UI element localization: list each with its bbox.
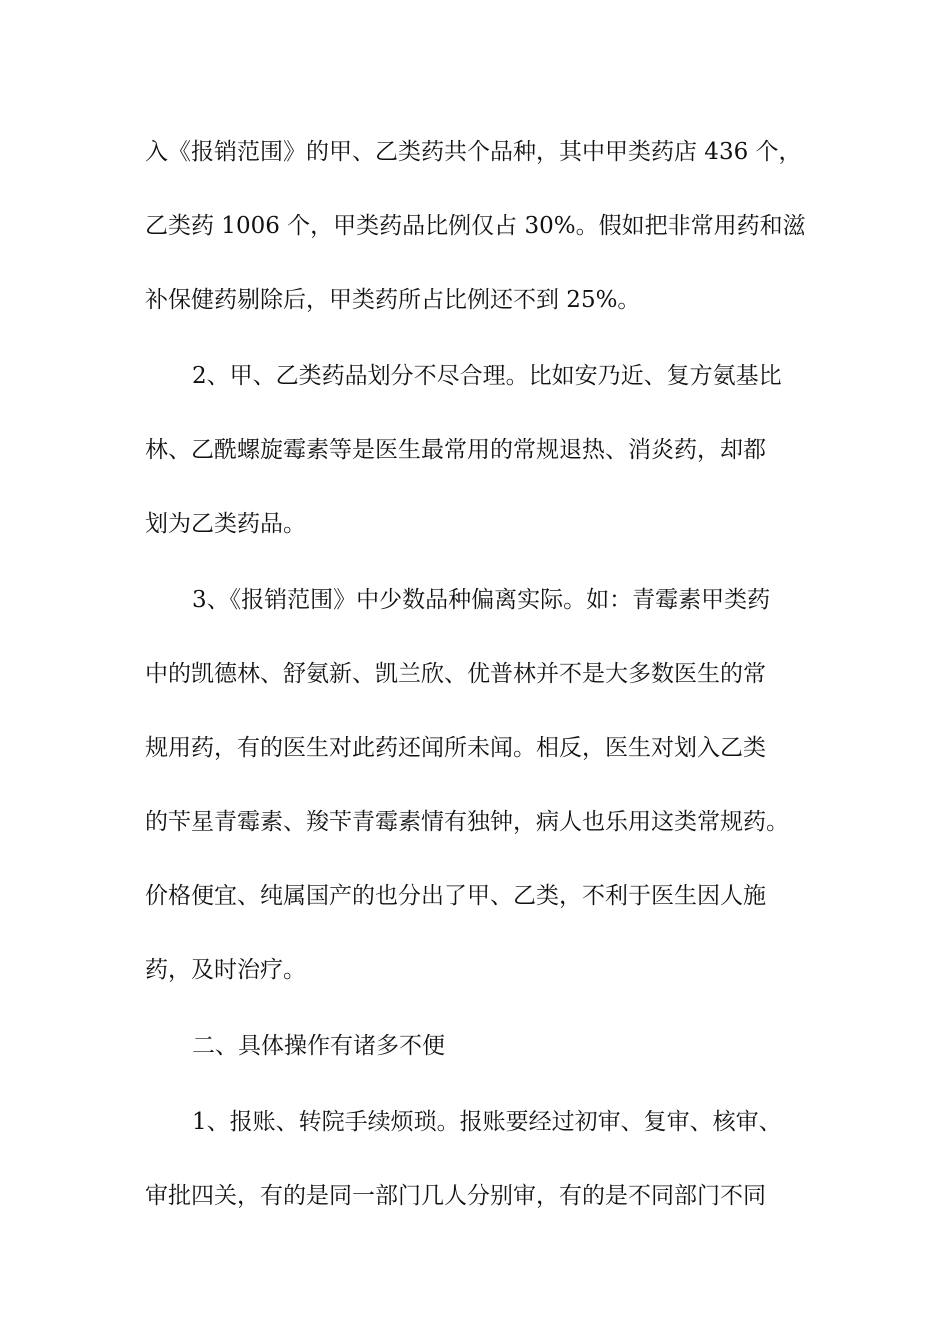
text-line: 的苄星青霉素、羧苄青霉素情有独钟，病人也乐用这类常规药。 [145, 809, 789, 835]
text-line: 林、乙酰螺旋霉素等是医生最常用的常规退热、消炎药，却都 [145, 437, 766, 463]
paragraph-start-line: 3、《报销范围》中少数品种偏离实际。如：青霉素甲类药 [192, 587, 771, 613]
text-line: 价格便宜、纯属国产的也分出了甲、乙类，不利于医生因人施 [145, 883, 766, 909]
text-line: 审批四关，有的是同一部门几人分别审，有的是不同部门不同 [145, 1183, 766, 1209]
section-heading: 二、具体操作有诸多不便 [192, 1033, 445, 1059]
text-line: 入《报销范围》的甲、乙类药共个品种，其中甲类药店 436 个， [145, 139, 802, 165]
text-line: 划为乙类药品。 [145, 511, 306, 537]
paragraph-start-line: 2、甲、乙类药品划分不尽合理。比如安乃近、复方氨基比 [192, 363, 782, 389]
text-line: 中的凯德林、舒氨新、凯兰欣、优普林并不是大多数医生的常 [145, 661, 766, 687]
text-line: 规用药，有的医生对此药还闻所未闻。相反，医生对划入乙类 [145, 735, 766, 761]
text-line: 乙类药 1006 个，甲类药品比例仅占 30%。假如把非常用药和滋 [145, 213, 806, 239]
text-line: 补保健药剔除后，甲类药所占比例还不到 25%。 [145, 287, 641, 313]
paragraph-start-line: 1、报账、转院手续烦琐。报账要经过初审、复审、核审、 [192, 1109, 782, 1135]
text-line: 药，及时治疗。 [145, 957, 306, 983]
